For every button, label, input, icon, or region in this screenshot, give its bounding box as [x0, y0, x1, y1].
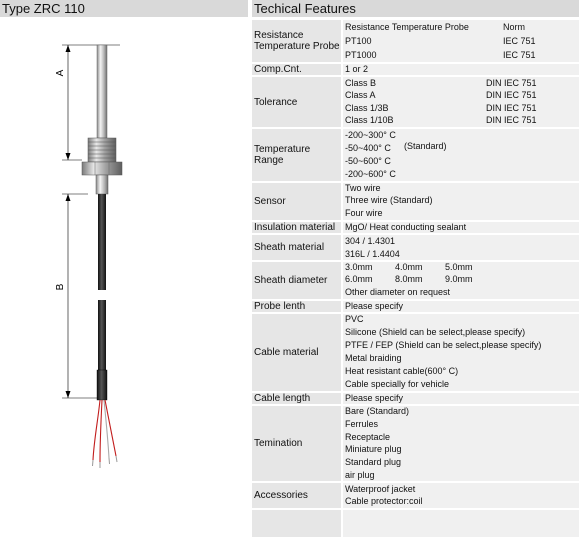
product-type-title: Type ZRC 110 [2, 1, 85, 16]
row-label-cable-material: Cable material [252, 314, 341, 391]
tolerance-line-2: Class 1/3B [345, 103, 389, 113]
row-label-cable-length: Cable length [252, 393, 341, 404]
row-cable-material [343, 314, 579, 391]
temperature-line-1: -50~400° C [345, 143, 391, 153]
row-label-tolerance: Tolerance [252, 77, 341, 127]
diameter-other: Other diameter on request [345, 287, 451, 297]
dimension-a-label: A [55, 69, 66, 77]
temperature-standard: (Standard) [404, 141, 447, 151]
cable-material-line-2: PTFE / FEP (Shield can be select,please specify) [345, 340, 542, 350]
row-label-resistance: Resistance Temperature Probe [252, 20, 341, 62]
row-comp [343, 64, 579, 75]
tolerance-norm-0: DIN IEC 751 [486, 78, 537, 88]
cable-material-line-1: Silicone (Shield can be select,please specify) [345, 327, 526, 337]
row-label-comp: Comp.Cnt. [252, 64, 341, 75]
diameter-1-1: 8.0mm [395, 274, 423, 284]
row-insulation [343, 222, 579, 233]
row-sensor [343, 183, 579, 220]
resistance-norm-0: Norm [503, 22, 525, 32]
comp-value: 1 or 2 [345, 64, 369, 74]
diameter-0-0: 3.0mm [345, 262, 373, 272]
cable-material-line-5: Cable specially for vehicle [345, 379, 450, 389]
termination-line-3: Miniature plug [345, 444, 402, 454]
row-sheath-diameter [343, 262, 579, 299]
product-type-header [0, 0, 248, 17]
probe-drawing-panel [0, 17, 250, 537]
termination-line-1: Ferrules [345, 419, 379, 429]
resistance-line-1: PT100 [345, 36, 372, 46]
row-label-temperature: Temperature Range [252, 129, 341, 181]
row-probe-length [343, 301, 579, 312]
resistance-line-2: PT1000 [345, 50, 377, 60]
resistance-line-0: Resistance Temperature Probe [345, 22, 469, 32]
probe-length-value: Please specify [345, 301, 404, 311]
cable-material-line-0: PVC [345, 314, 364, 324]
row-label-termination: Temination [252, 406, 341, 481]
insulation-value: MgO/ Heat conducting sealant [345, 222, 467, 232]
value-column [343, 20, 579, 537]
termination-line-0: Bare (Standard) [345, 406, 410, 416]
tolerance-norm-2: DIN IEC 751 [486, 103, 537, 113]
accessories-line-0: Waterproof jacket [345, 484, 416, 494]
sheath-material-line-0: 304 / 1.4301 [345, 236, 396, 246]
temperature-line-3: -200~600° C [345, 169, 396, 179]
cable-length-value: Please specify [345, 393, 404, 403]
sensor-line-0: Two wire [345, 183, 381, 193]
termination-line-5: air plug [345, 470, 375, 480]
diameter-0-2: 5.0mm [445, 262, 473, 272]
termination-line-4: Standard plug [345, 457, 402, 467]
row-label-empty [252, 510, 341, 537]
features-header [252, 0, 579, 17]
row-resistance [343, 20, 579, 62]
temperature-line-2: -50~600° C [345, 156, 391, 166]
label-column [252, 20, 341, 537]
resistance-norm-2: IEC 751 [503, 50, 536, 60]
tolerance-line-0: Class B [345, 78, 377, 88]
termination-line-2: Receptacle [345, 432, 391, 442]
row-accessories [343, 483, 579, 508]
row-empty [343, 510, 579, 537]
row-tolerance [343, 77, 579, 127]
row-label-sheath-material: Sheath material [252, 235, 341, 260]
temperature-line-0: -200~300° C [345, 130, 396, 140]
sensor-line-2: Four wire [345, 208, 383, 218]
row-termination [343, 406, 579, 481]
tolerance-line-1: Class A [345, 90, 376, 100]
row-label-insulation: Insulation material [252, 222, 341, 233]
tolerance-norm-3: DIN IEC 751 [486, 115, 537, 125]
row-sheath-material [343, 235, 579, 260]
sheath-material-line-1: 316L / 1.4404 [345, 249, 400, 259]
features-table [252, 20, 579, 537]
row-label-sensor: Sensor [252, 183, 341, 220]
cable-material-line-4: Heat resistant cable(600° C) [345, 366, 459, 376]
tolerance-norm-1: DIN IEC 751 [486, 90, 537, 100]
cable-material-line-3: Metal braiding [345, 353, 402, 363]
diameter-0-1: 4.0mm [395, 262, 423, 272]
diameter-1-2: 9.0mm [445, 274, 473, 284]
sensor-line-1: Three wire (Standard) [345, 195, 433, 205]
diameter-1-0: 6.0mm [345, 274, 373, 284]
features-title: Techical Features [254, 1, 356, 16]
resistance-norm-1: IEC 751 [503, 36, 536, 46]
row-cable-length [343, 393, 579, 404]
row-temperature [343, 129, 579, 181]
tolerance-line-3: Class 1/10B [345, 115, 394, 125]
row-label-probe-length: Probe lenth [252, 301, 341, 312]
row-label-accessories: Accessories [252, 483, 341, 508]
dimension-b-label: B [55, 283, 66, 291]
row-label-sheath-diameter: Sheath diameter [252, 262, 341, 299]
probe-drawing [0, 17, 250, 537]
accessories-line-1: Cable protector:coil [345, 496, 423, 506]
